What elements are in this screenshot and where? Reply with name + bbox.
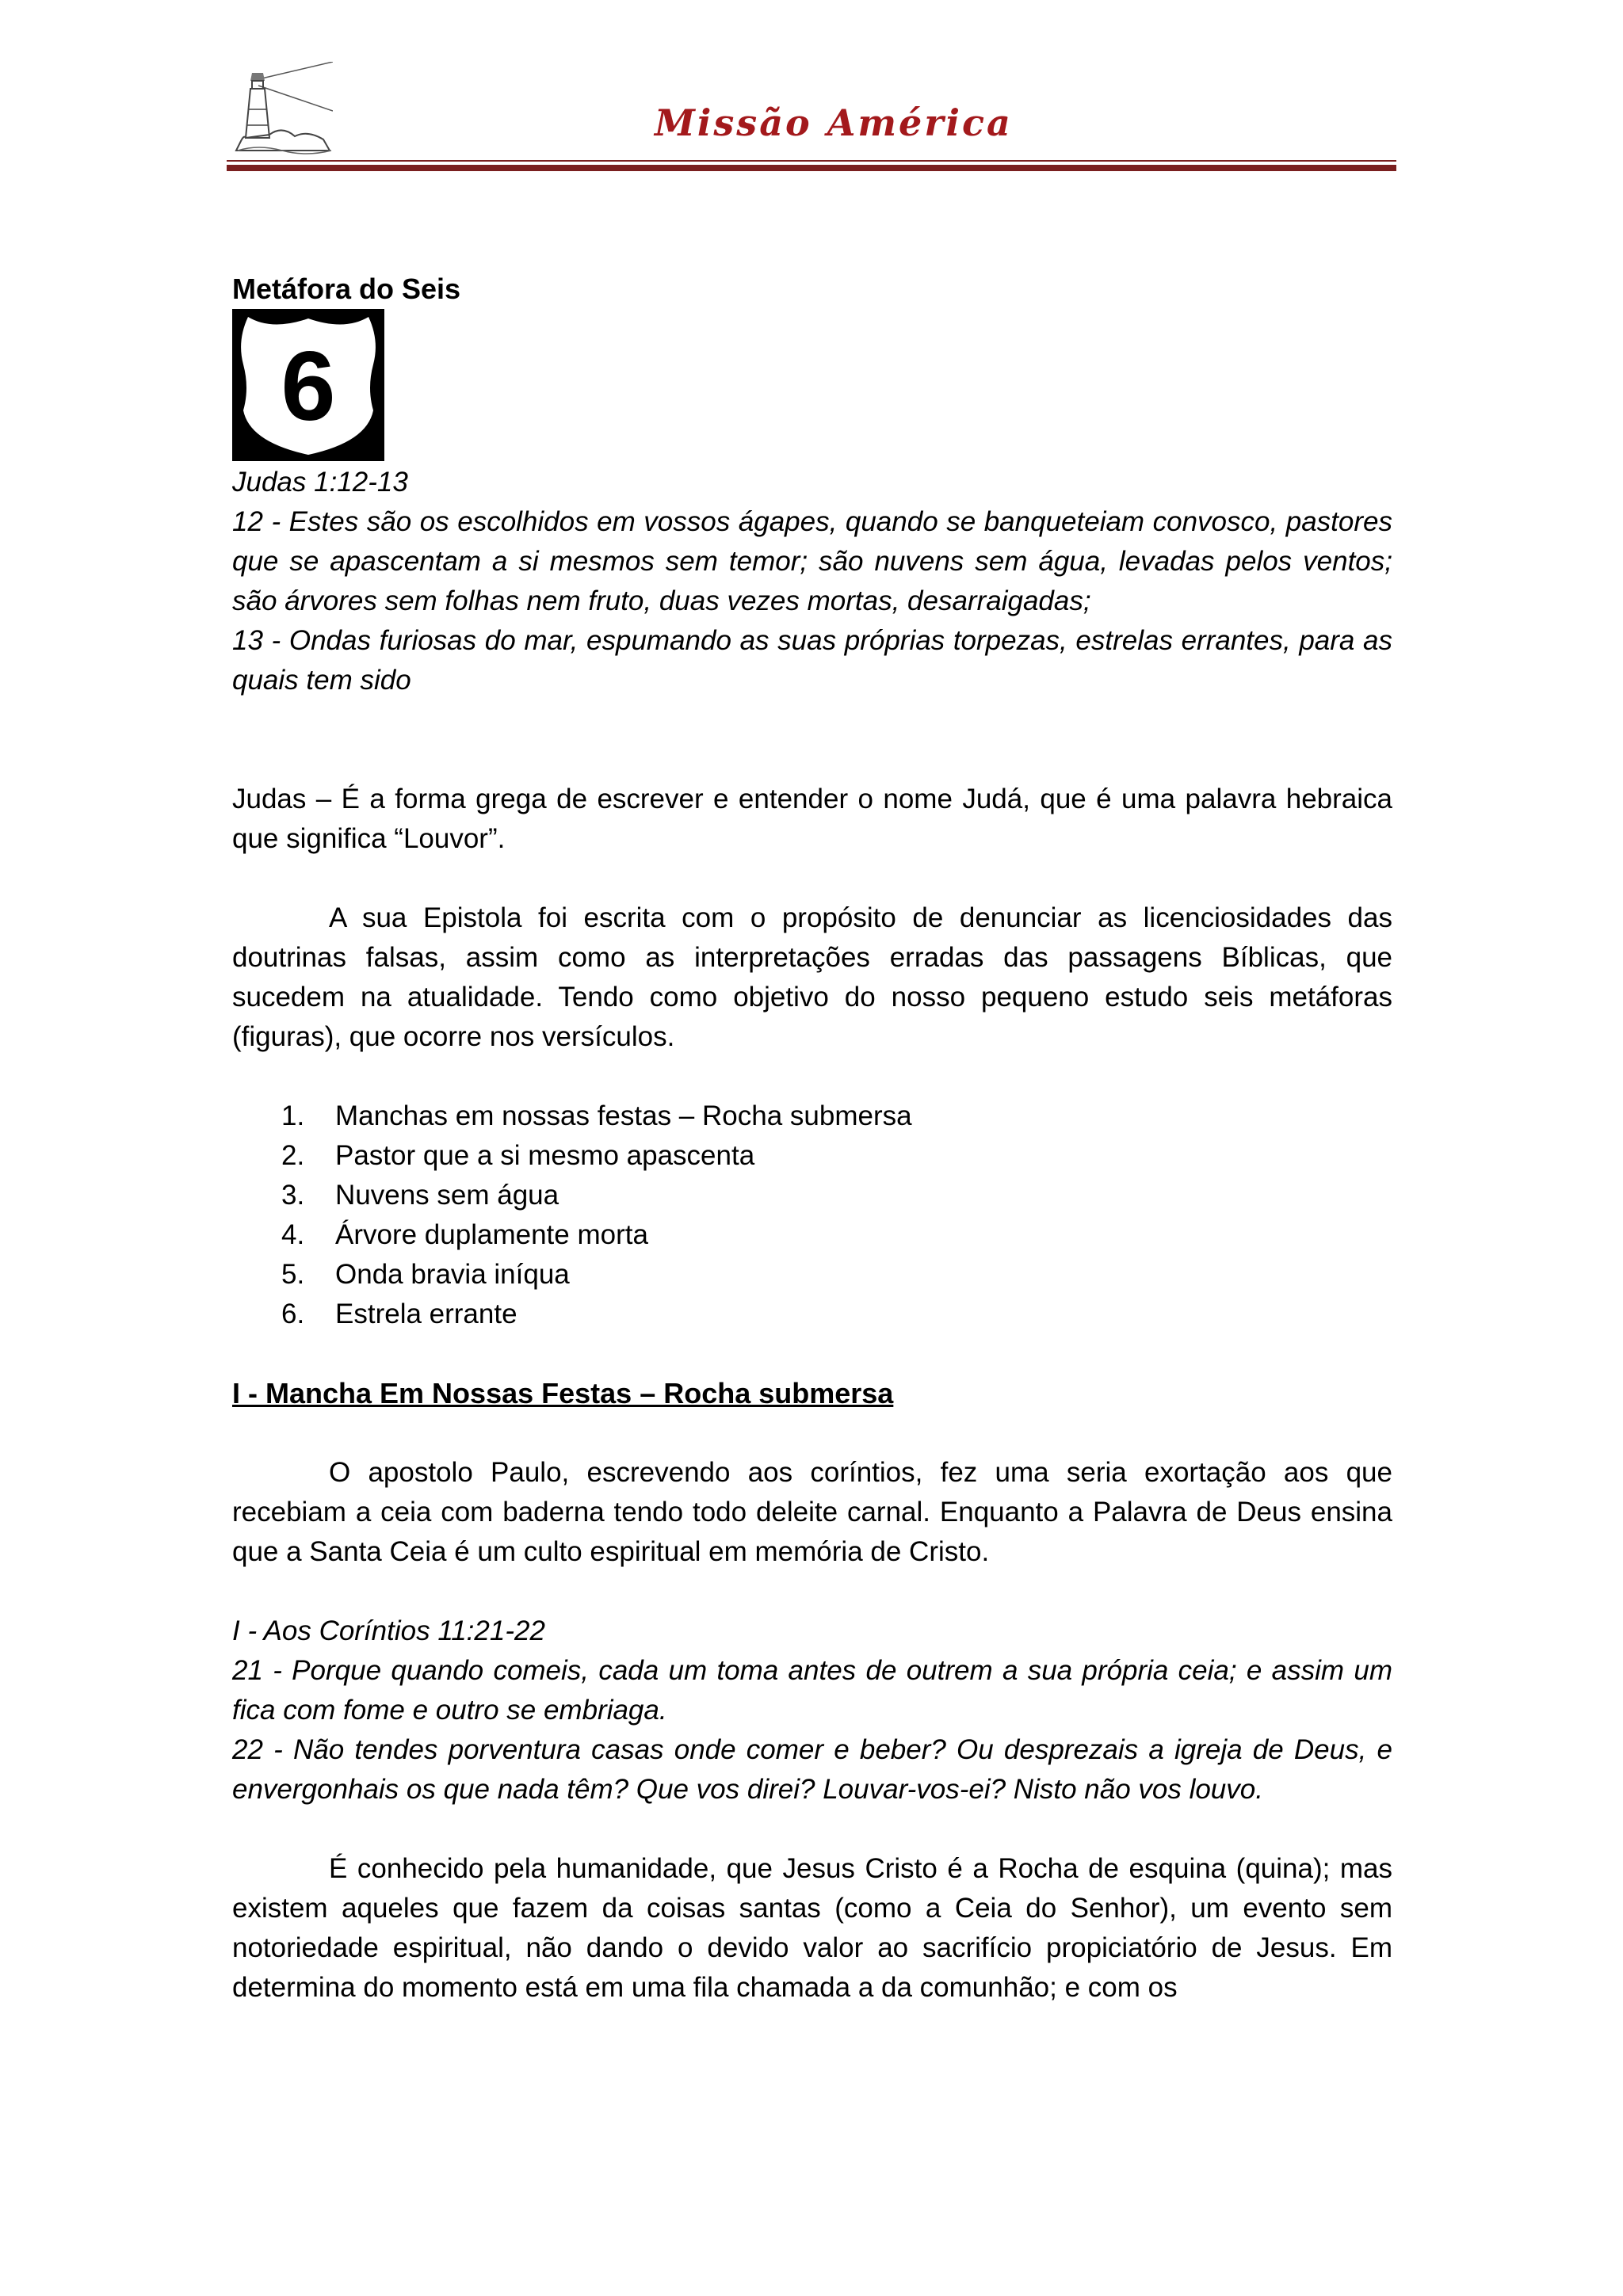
list-item: 5. Onda bravia iníqua	[281, 1259, 570, 1290]
header-rule-thick	[227, 165, 1396, 171]
list-item: 3. Nuvens sem água	[281, 1180, 559, 1211]
list-item: 6. Estrela errante	[281, 1299, 517, 1329]
section-heading: I - Mancha Em Nossas Festas – Rocha submersa	[232, 1377, 894, 1409]
verse-22: 22 - Não tendes porventura casas onde comer e beber? Ou desprezais a igreja de Deus, e envergonhais os que nada têm? Que vos direi? Louvar-vos-ei? Nisto não vos louvo.	[232, 1734, 1392, 1805]
paragraph-epistola: A sua Epistola foi escrita com o propósito de denunciar as licenciosidades das doutrinas falsas, assim como as interpretações erradas das passagens Bíblicas, que sucedem na atualidade. Tendo como objetivo do nosso pequeno estudo seis metáforas (figuras), que ocorre nos versículos.	[232, 902, 1392, 1052]
metaphor-list	[232, 1097, 1392, 1334]
document-title: Metáfora do Seis	[232, 273, 461, 305]
brand-title: Missão América	[655, 101, 1013, 144]
verse-reference-corintios: I - Aos Coríntios 11:21-22	[232, 1615, 545, 1646]
verse-12: 12 - Estes são os escolhidos em vossos ágapes, quando se banqueteiam convosco, pastores que se apascentam a si mesmos sem temor; são nuvens sem água, levadas pelos ventos; são árvores sem folhas nem fruto, duas vezes mortas, desarraigadas;	[232, 506, 1392, 616]
verse-reference: Judas 1:12-13	[232, 467, 408, 498]
paragraph-paulo: O apostolo Paulo, escrevendo aos coríntios, fez uma seria exortação aos que recebiam a ceia com baderna tendo todo deleite carnal. Enquanto a Palavra de Deus ensina que a Santa Ceia é um culto espiritual em memória de Cristo.	[232, 1457, 1392, 1567]
list-item: 4. Árvore duplamente morta	[281, 1219, 648, 1250]
route-six-shield-icon	[232, 309, 384, 461]
verse-21: 21 - Porque quando comeis, cada um toma antes de outrem a sua própria ceia; e assim um fica com fome e outro se embriaga.	[232, 1655, 1392, 1726]
paragraph-judas: Judas – É a forma grega de escrever e entender o nome Judá, que é uma palavra hebraica que significa “Louvor”.	[232, 784, 1392, 854]
list-item: 1. Manchas em nossas festas – Rocha submersa	[281, 1100, 912, 1131]
header-rule-thin	[227, 160, 1396, 162]
document-body	[232, 269, 1392, 2008]
shield-number: 6	[281, 332, 336, 441]
page-header	[227, 55, 1396, 174]
paragraph-rocha: É conhecido pela humanidade, que Jesus Cristo é a Rocha de esquina (quina); mas existem aqueles que fazem da coisas santas (como a Ceia do Senhor), um evento sem notoriedade espiritual, não dando o devido valor ao sacrifício propiciatório de Jesus. Em determina do momento está em uma fila chamada a da comunhão; e com os	[232, 1853, 1392, 2003]
lighthouse-logo-icon	[235, 62, 333, 160]
verse-13: 13 - Ondas furiosas do mar, espumando as suas próprias torpezas, estrelas errantes, para as quais tem sido	[232, 625, 1392, 696]
list-item: 2. Pastor que a si mesmo apascenta	[281, 1140, 755, 1171]
